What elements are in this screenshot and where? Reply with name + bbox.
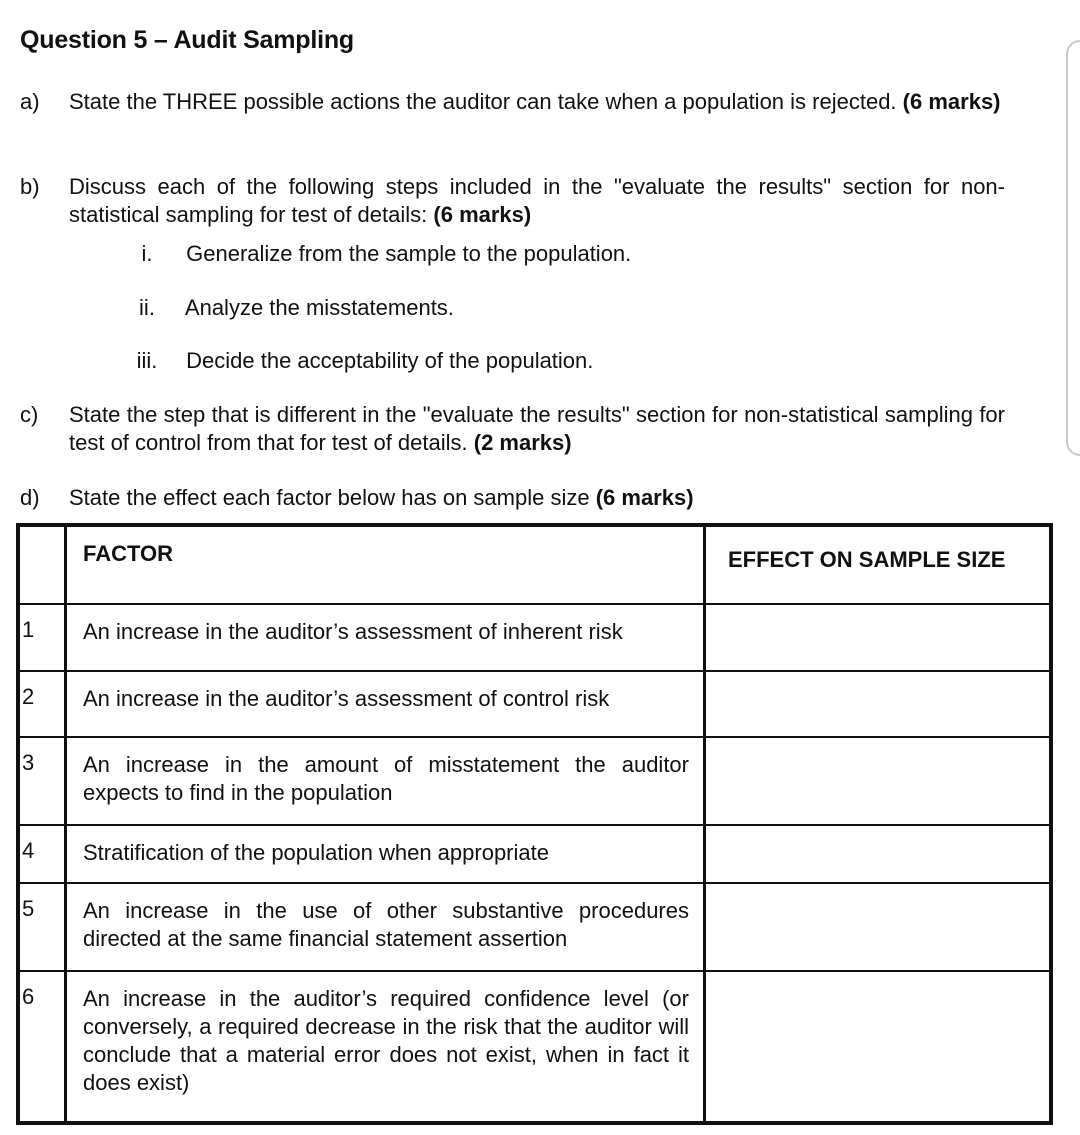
question-a-marks: (6 marks) <box>902 89 1001 114</box>
row-effect-cell[interactable] <box>705 671 1052 737</box>
table-row <box>18 737 1051 825</box>
question-c-marks: (2 marks) <box>473 430 572 455</box>
row-effect-cell[interactable] <box>705 825 1052 883</box>
row-number: 3 <box>18 737 66 825</box>
table-row <box>18 825 1051 883</box>
table-row <box>18 604 1051 671</box>
row-effect-cell[interactable] <box>705 737 1052 825</box>
question-a-text: State the THREE possible actions the auditor can take when a population is rejected. (6 marks) <box>69 89 1001 114</box>
question-d <box>20 484 1005 512</box>
header-factor: FACTOR <box>66 525 705 604</box>
row-factor: Stratification of the population when appropriate <box>66 825 705 883</box>
row-factor: An increase in the auditor’s assessment of control risk <box>66 671 705 737</box>
list-item <box>114 240 631 268</box>
row-factor: An increase in the auditor’s required confidence level (or conversely, a required decrease in the risk that the auditor will conclude that a material error does not exist, when in fact it does exist) <box>66 971 705 1123</box>
question-b-text: Discuss each of the following steps included in the "evaluate the results" section for non-statistical sampling for test of details: (6 marks) <box>69 174 1005 227</box>
header-number <box>18 525 66 604</box>
question-c <box>20 401 1005 457</box>
side-scroll-tab[interactable] <box>1066 40 1080 456</box>
question-d-marks: (6 marks) <box>595 485 694 510</box>
row-factor: An increase in the amount of misstatement the auditor expects to find in the population <box>66 737 705 825</box>
page-title: Question 5 – Audit Sampling <box>20 26 354 54</box>
table-row <box>18 883 1051 971</box>
row-effect-cell[interactable] <box>705 883 1052 971</box>
list-item-text: Generalize from the sample to the population. <box>186 241 632 266</box>
row-number: 4 <box>18 825 66 883</box>
row-number: 5 <box>18 883 66 971</box>
table-row <box>18 971 1051 1123</box>
row-factor: An increase in the auditor’s assessment of inherent risk <box>66 604 705 671</box>
header-effect: EFFECT ON SAMPLE SIZE <box>705 525 1052 604</box>
list-item-number: ii. <box>139 295 155 320</box>
list-item <box>114 347 593 375</box>
list-item <box>114 294 454 322</box>
row-number: 2 <box>18 671 66 737</box>
table-row <box>18 671 1051 737</box>
list-item-number: i. <box>141 241 153 266</box>
row-number: 1 <box>18 604 66 671</box>
row-number: 6 <box>18 971 66 1123</box>
row-effect-cell[interactable] <box>705 604 1052 671</box>
question-b <box>20 173 1005 229</box>
question-b-marks: (6 marks) <box>433 202 532 227</box>
question-a <box>20 88 1005 116</box>
question-b-label: b) <box>20 174 40 199</box>
row-effect-cell[interactable] <box>705 971 1052 1123</box>
list-item-number: iii. <box>136 348 158 373</box>
question-a-label: a) <box>20 89 40 114</box>
question-c-text: State the step that is different in the "evaluate the results" section for non-statistical sampling for test of control from that for test of details. (2 marks) <box>69 402 1005 455</box>
row-factor: An increase in the use of other substantive procedures directed at the same financial statement assertion <box>66 883 705 971</box>
table-header-row <box>18 525 1051 604</box>
question-d-text: State the effect each factor below has on sample size (6 marks) <box>69 485 694 510</box>
list-item-text: Decide the acceptability of the population. <box>186 348 594 373</box>
question-d-label: d) <box>20 485 40 510</box>
factors-table <box>16 523 1053 1125</box>
list-item-text: Analyze the misstatements. <box>184 295 454 320</box>
question-c-label: c) <box>20 402 39 427</box>
